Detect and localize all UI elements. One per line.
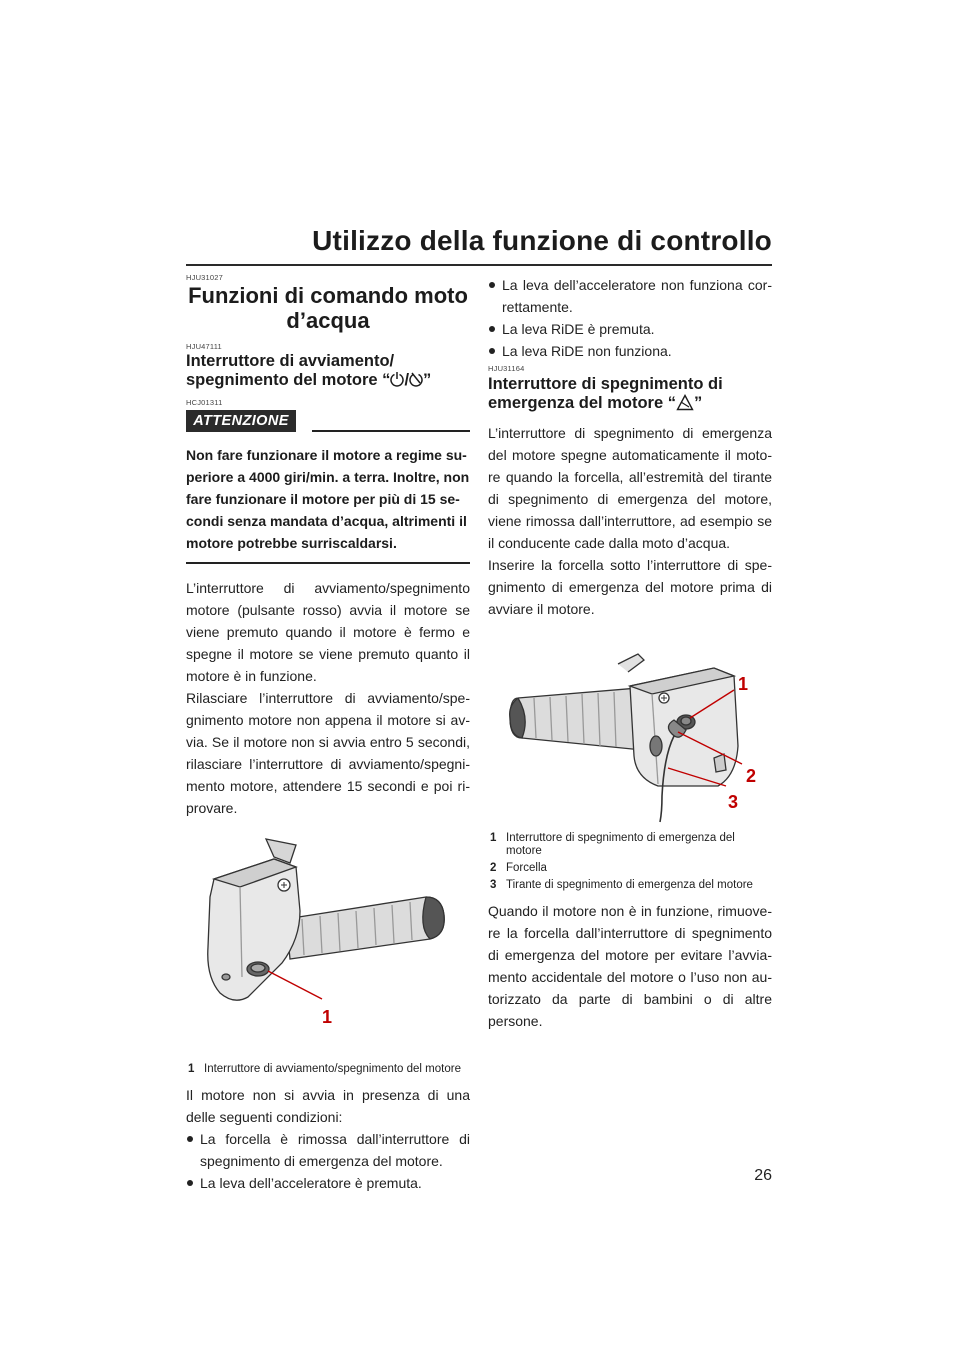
handlebar-switch-illustration <box>186 827 470 1059</box>
figure-captions <box>488 832 772 892</box>
subsection-title-line2-pre: spegnimento del motore “ <box>186 371 391 389</box>
callout-1: 1 <box>738 673 749 694</box>
section-title-line1: Funzioni di comando moto <box>188 282 468 308</box>
warning-rule <box>312 430 470 432</box>
caption-text: Tirante di spegnimento di emergenza del motore <box>506 878 753 891</box>
paragraph: Rilasciare l’interruttore di avviamento/spe-gnimento motore non appena il motore si av-via. Se il motore non si avvia entro 5 secondi, rilasciare l’interruttore di avviamento/spegni-mento motore, attendere 15 secondi e poi ri-provare. <box>186 689 470 816</box>
caption-item <box>186 1063 470 1076</box>
subsection-title-emergency <box>488 375 772 416</box>
doc-code: HCJ01311 <box>186 398 223 407</box>
subsection-title-line2-post: ” <box>693 393 703 412</box>
paragraph: L’interruttore di avviamento/spegnimento motore (pulsante rosso) avvia il motore se viene premuto quando il motore è fermo e spegne il motore se viene premuto quanto il motore è in funzione. <box>186 579 470 684</box>
warning-badge: ATTENZIONE <box>186 410 296 432</box>
caption-text: Interruttore di spegnimento di emergenza del motore <box>506 831 735 857</box>
figure-captions <box>186 1063 470 1076</box>
conditions-list <box>186 1128 470 1194</box>
caption-number: 2 <box>490 861 497 874</box>
list-item: La leva dell’acceleratore non funziona cor-rettamente. <box>488 274 772 318</box>
page-header-title: Utilizzo della funzione di controllo <box>312 225 772 256</box>
header-rule <box>186 264 772 266</box>
list-item: La leva dell’acceleratore è premuta. <box>186 1172 470 1194</box>
caption-number: 3 <box>490 878 497 891</box>
emergency-switch-illustration <box>488 646 772 826</box>
start-symbol-icon <box>390 371 404 393</box>
callout-1: 1 <box>322 1006 333 1027</box>
subsection-title-line2-pre: emergenza del motore “ <box>488 393 676 412</box>
subsection-title-line1: Interruttore di avviamento/ <box>186 352 395 370</box>
figure-emergency-stop-switch <box>488 646 772 826</box>
paragraph: Quando il motore non è in funzione, rimuove-re la forcella dall’interruttore di spegnimento di emergenza del motore per evitare l’avvia-mento accidentale del motore o l’uso non au-torizzato da parte di bambini o di altre persone. <box>488 902 772 1029</box>
warning-header <box>186 410 470 436</box>
figure-start-stop-switch <box>186 827 470 1059</box>
paragraph: L’interruttore di spegnimento di emergenza del motore spegne automaticamente il moto-re quando la forcella, all’estremità del tirante di spegnimento di emergenza del motore, viene rimossa dall’interruttore, ad esempio se il conducente cade dalla moto d’acqua. <box>488 424 772 551</box>
paragraph: Inserire la forcella sotto l’interruttore di spe-gnimento di emergenza del motore prima di avviare il motore. <box>488 556 772 617</box>
paragraph: Il motore non si avvia in presenza di una delle seguenti condizioni: <box>186 1086 470 1125</box>
subsection-title-start-stop <box>186 352 470 393</box>
doc-code: HJU31164 <box>488 364 525 373</box>
page-number: 26 <box>754 1167 772 1184</box>
caption-number: 1 <box>188 1062 195 1075</box>
left-column <box>186 274 470 1194</box>
right-column <box>488 274 772 1032</box>
warning-text: Non fare funzionare il motore a regime su-periore a 4000 giri/min. a terra. Inoltre, non fare funzionare il motore per più di 15 se-condi senza mandata d’acqua, altrimenti il motore potrebbe surriscaldarsi. <box>186 446 470 551</box>
callout-2: 2 <box>746 765 757 786</box>
caption-number: 1 <box>490 831 497 844</box>
callout-3: 3 <box>728 791 739 812</box>
warning-end-rule <box>186 562 470 564</box>
stop-symbol-icon <box>409 371 423 393</box>
caption-text: Interruttore di avviamento/spegnimento del motore <box>204 1062 461 1075</box>
subsection-title-line1: Interruttore di spegnimento di <box>488 374 723 393</box>
emergency-stop-symbol-icon <box>676 394 694 416</box>
subsection-title-line2-post: ” <box>423 371 432 389</box>
caption-item <box>488 879 772 892</box>
subsection-title-sep: / <box>404 371 410 389</box>
list-item: La forcella è rimossa dall’interruttore di spegnimento di emergenza del motore. <box>186 1128 470 1172</box>
list-item: La leva RiDE non funziona. <box>488 340 772 362</box>
caption-item <box>488 832 772 858</box>
caption-text: Forcella <box>506 861 547 874</box>
doc-code: HJU47111 <box>186 341 222 351</box>
caption-item <box>488 862 772 875</box>
section-title-line2: d’acqua <box>286 307 370 333</box>
list-item: La leva RiDE è premuta. <box>488 318 772 340</box>
section-title <box>186 283 470 333</box>
doc-code: HJU31027 <box>186 273 224 282</box>
conditions-list-cont <box>488 274 772 362</box>
